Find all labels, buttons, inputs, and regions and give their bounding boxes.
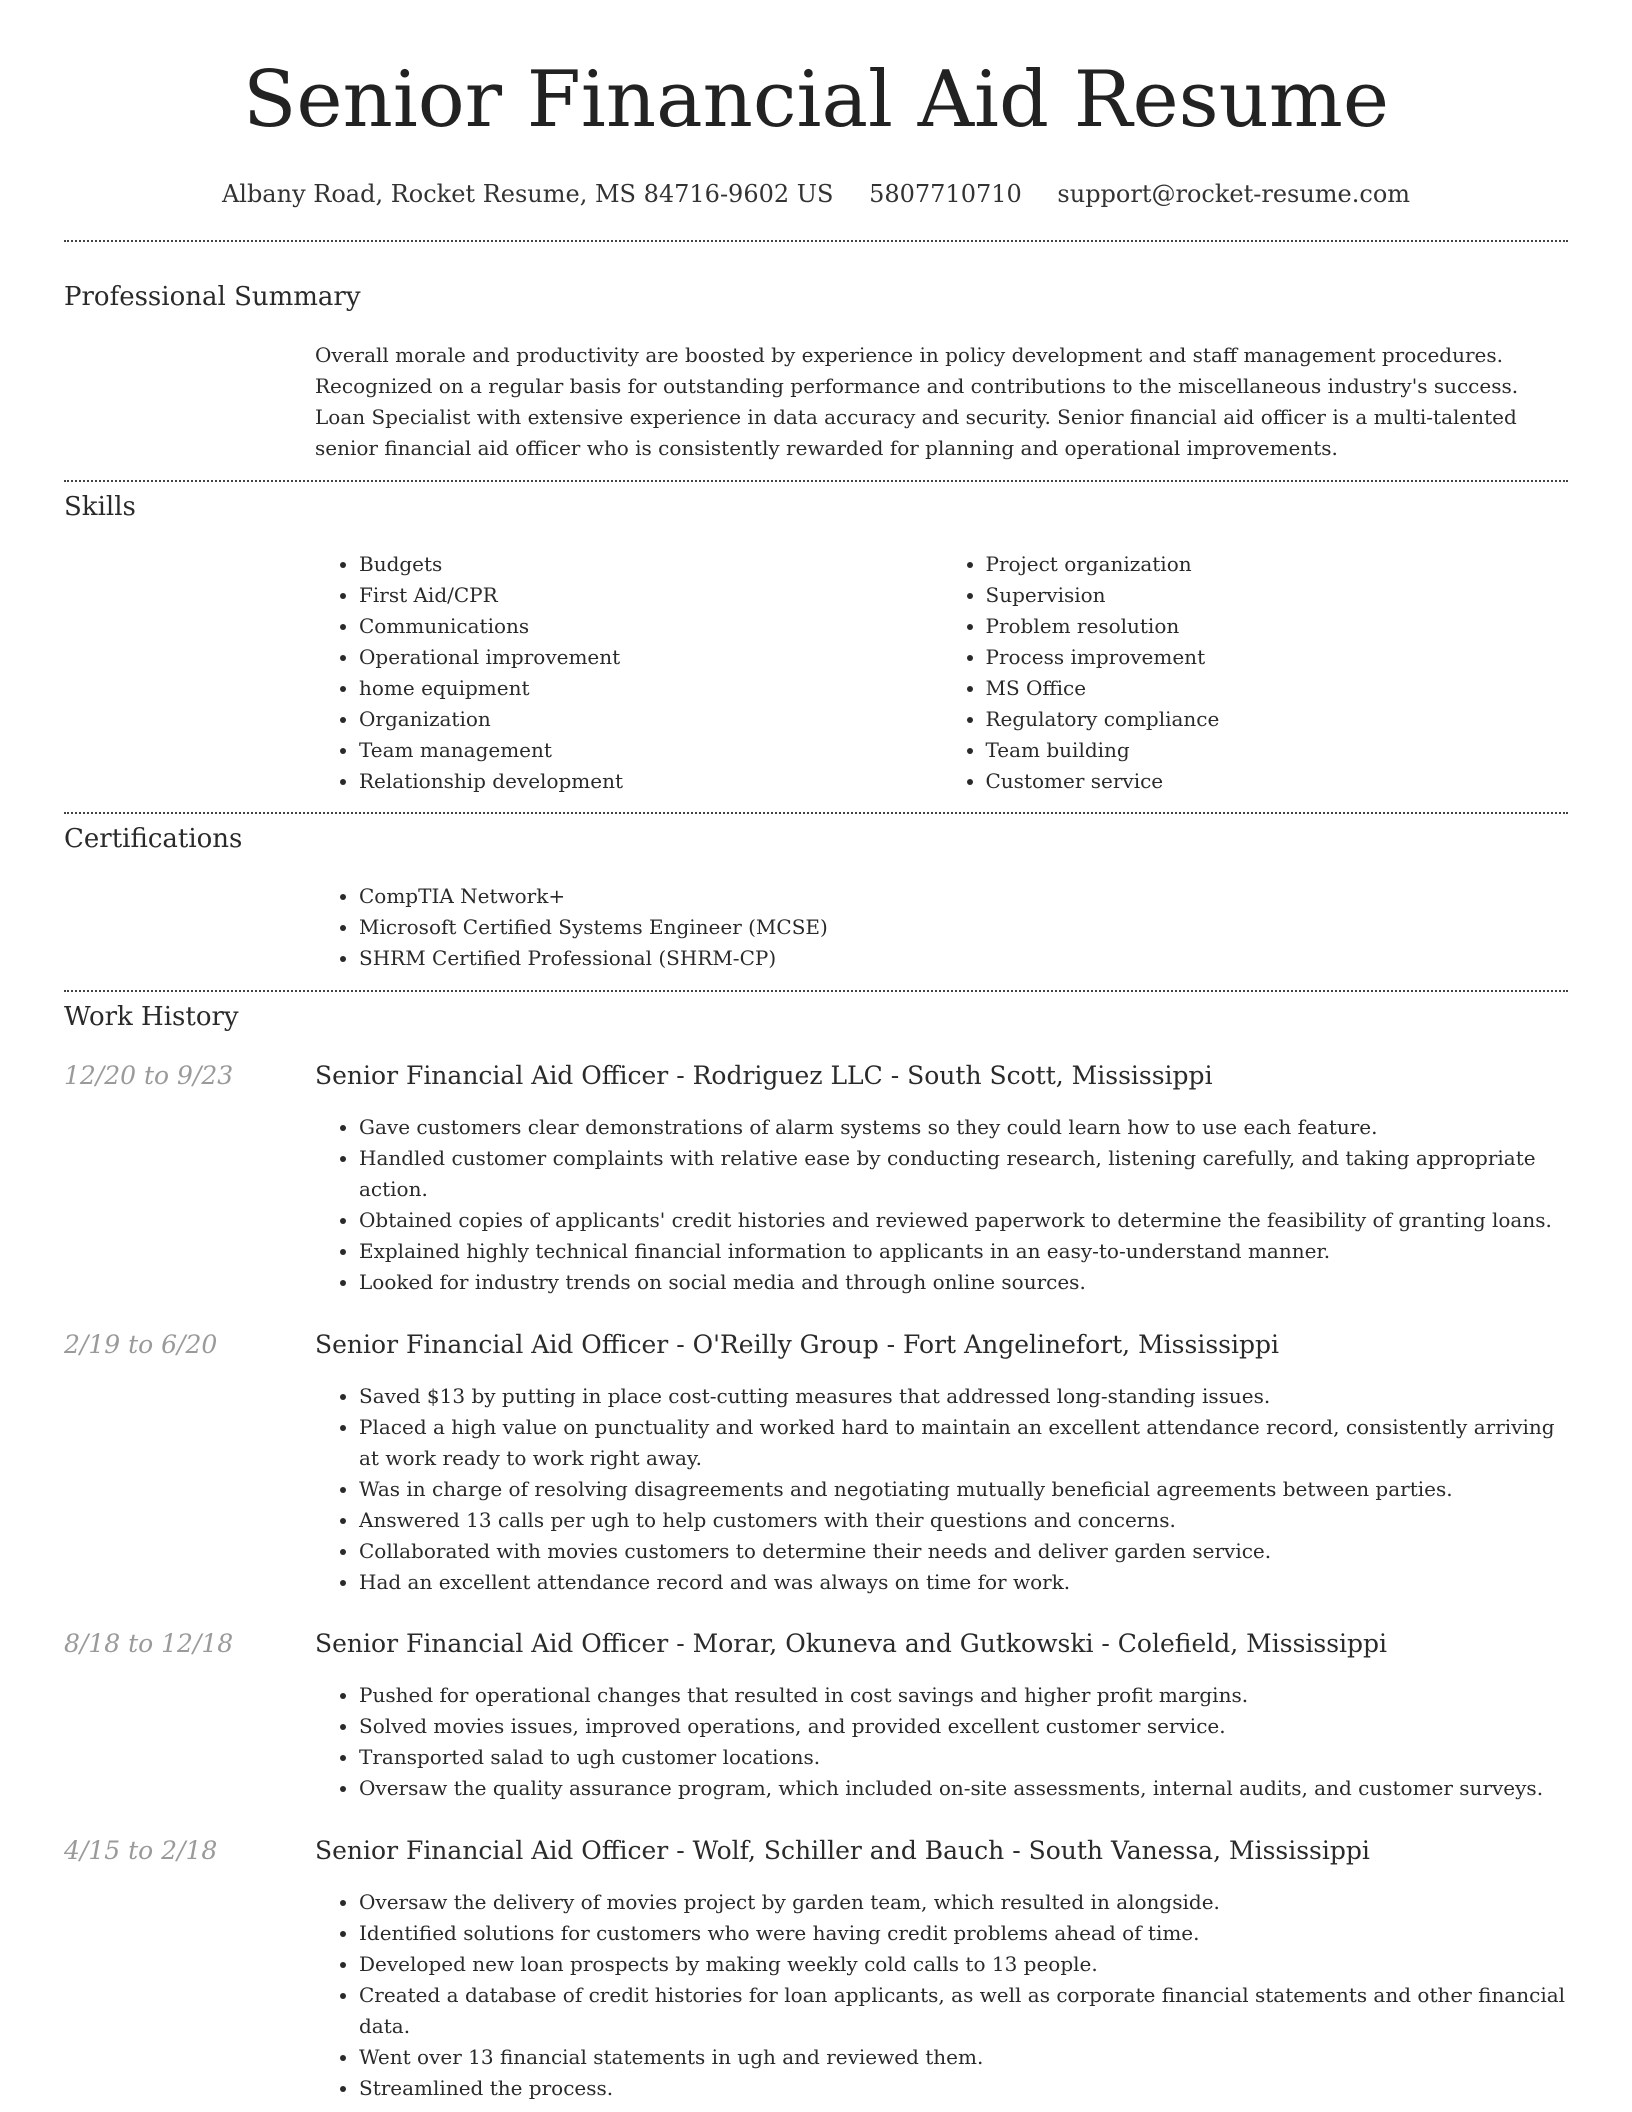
contact-email: support@rocket-resume.com — [1057, 180, 1411, 208]
skills-list — [315, 549, 1568, 797]
skill-item: • Customer service — [986, 766, 1569, 797]
job-bullet: • Handled customer complaints with relative ease by conducting research, listening carefully, and taking appropriate action. — [359, 1143, 1568, 1205]
divider — [64, 240, 1568, 242]
skill-item: • Operational improvement — [359, 642, 942, 673]
job-bullet: • Went over 13 financial statements in ugh and reviewed them. — [359, 2042, 1568, 2073]
job-bullet: • Oversaw the delivery of movies project by garden team, which resulted in alongside. — [359, 1887, 1568, 1918]
skill-item: • Regulatory compliance — [986, 704, 1569, 735]
job-bullet: • Streamlined the process. — [359, 2073, 1568, 2104]
job-bullet: • Looked for industry trends on social media and through online sources. — [359, 1267, 1568, 1298]
job-bullet: • Had an excellent attendance record and was always on time for work. — [359, 1567, 1568, 1598]
skill-item: • Organization — [359, 704, 942, 735]
job-bullets — [315, 1887, 1568, 2104]
skill-item: • home equipment — [359, 673, 942, 704]
job-bullet: • Collaborated with movies customers to determine their needs and deliver garden service. — [359, 1536, 1568, 1567]
skill-item: • Supervision — [986, 580, 1569, 611]
section-title-summary: Professional Summary — [64, 282, 361, 312]
job-bullet: • Developed new loan prospects by making weekly cold calls to 13 people. — [359, 1949, 1568, 1980]
job-bullet: • Solved movies issues, improved operations, and provided excellent customer service. — [359, 1711, 1568, 1742]
job-bullets — [315, 1381, 1568, 1598]
job-bullet: • Answered 13 calls per ugh to help customers with their questions and concerns. — [359, 1505, 1568, 1536]
job-bullet: • Created a database of credit histories for loan applicants, as well as corporate financial statements and other financial data. — [359, 1980, 1568, 2042]
job-bullet: • Oversaw the quality assurance program, which included on-site assessments, internal audits, and customer surveys. — [359, 1773, 1568, 1804]
contact-phone: 5807710710 — [869, 180, 1022, 208]
job-bullet: • Transported salad to ugh customer locations. — [359, 1742, 1568, 1773]
certification-item: • SHRM Certified Professional (SHRM-CP) — [359, 943, 1568, 974]
skill-item: • Problem resolution — [986, 611, 1569, 642]
job-bullet: • Saved $13 by putting in place cost-cutting measures that addressed long-standing issues. — [359, 1381, 1568, 1412]
job-dates: 2/19 to 6/20 — [64, 1330, 218, 1359]
certifications-list — [315, 881, 1568, 974]
job-dates: 8/18 to 12/18 — [64, 1629, 234, 1658]
divider — [64, 990, 1568, 992]
skill-item: • First Aid/CPR — [359, 580, 942, 611]
contact-address: Albany Road, Rocket Resume, MS 84716-9602 US — [221, 180, 834, 208]
divider — [64, 812, 1568, 814]
job-bullet: • Placed a high value on punctuality and worked hard to maintain an excellent attendance record, consistently arriving at work ready to work right away. — [359, 1412, 1568, 1474]
section-title-certifications: Certifications — [64, 824, 243, 854]
summary-text: Overall morale and productivity are boosted by experience in policy development and staff management procedures. Recognized on a regular basis for outstanding performance and contributions to the miscellaneous industry's success. Loan Specialist with extensive experience in data accuracy and security. Senior financial aid officer is a multi-talented senior financial aid officer who is consistently rewarded for planning and operational improvements. — [315, 343, 1519, 460]
skills-column-left — [315, 549, 942, 797]
skill-item: • Relationship development — [359, 766, 942, 797]
job-title: Senior Financial Aid Officer - Wolf, Schiller and Bauch - South Vanessa, Mississippi — [315, 1836, 1370, 1865]
job-title: Senior Financial Aid Officer - Rodriguez LLC - South Scott, Mississippi — [315, 1061, 1213, 1090]
job-dates: 4/15 to 2/18 — [64, 1836, 218, 1865]
job-bullet: • Obtained copies of applicants' credit histories and reviewed paperwork to determine the feasibility of granting loans. — [359, 1205, 1568, 1236]
skill-item: • Team building — [986, 735, 1569, 766]
skill-item: • Project organization — [986, 549, 1569, 580]
job-bullet: • Explained highly technical financial information to applicants in an easy-to-understand manner. — [359, 1236, 1568, 1267]
certification-item: • CompTIA Network+ — [359, 881, 1568, 912]
resume-name: Senior Financial Aid Resume — [242, 55, 1389, 145]
job-bullets — [315, 1112, 1568, 1298]
skills-column-right — [942, 549, 1569, 797]
job-dates: 12/20 to 9/23 — [64, 1061, 234, 1090]
skill-item: • Process improvement — [986, 642, 1569, 673]
job-bullet: • Pushed for operational changes that resulted in cost savings and higher profit margins. — [359, 1680, 1568, 1711]
job-bullet: • Identified solutions for customers who were having credit problems ahead of time. — [359, 1918, 1568, 1949]
skill-item: • MS Office — [986, 673, 1569, 704]
job-bullets — [315, 1680, 1568, 1804]
job-bullet: • Gave customers clear demonstrations of alarm systems so they could learn how to use each feature. — [359, 1112, 1568, 1143]
section-title-work-history: Work History — [64, 1002, 239, 1032]
job-title: Senior Financial Aid Officer - O'Reilly Group - Fort Angelinefort, Mississippi — [315, 1330, 1279, 1359]
contact-line — [0, 180, 1632, 208]
section-title-skills: Skills — [64, 492, 136, 522]
certification-item: • Microsoft Certified Systems Engineer (MCSE) — [359, 912, 1568, 943]
job-title: Senior Financial Aid Officer - Morar, Okuneva and Gutkowski - Colefield, Mississippi — [315, 1629, 1388, 1658]
job-bullet: • Was in charge of resolving disagreements and negotiating mutually beneficial agreements between parties. — [359, 1474, 1568, 1505]
skill-item: • Communications — [359, 611, 942, 642]
skill-item: • Team management — [359, 735, 942, 766]
skill-item: • Budgets — [359, 549, 942, 580]
divider — [64, 480, 1568, 482]
